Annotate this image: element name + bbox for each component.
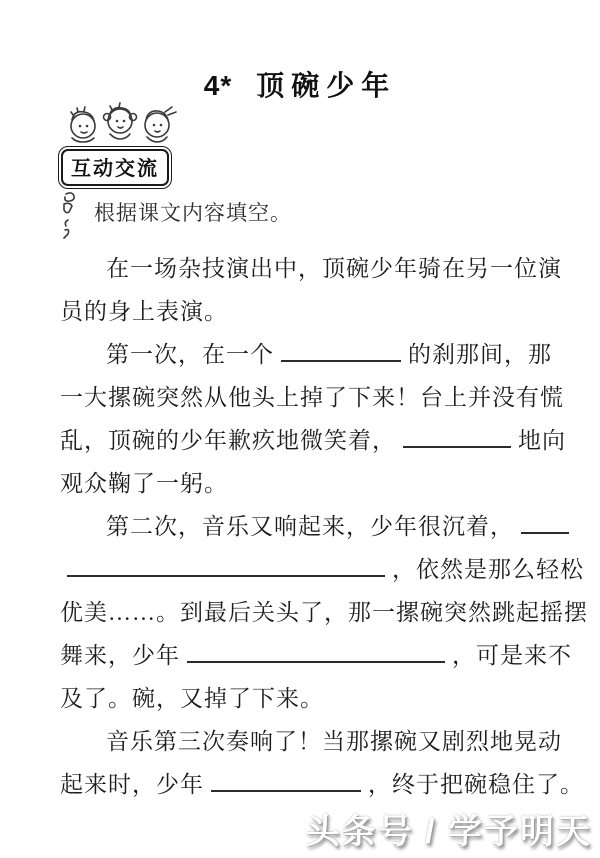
fill-blank bbox=[281, 341, 401, 362]
text-line bbox=[60, 376, 576, 419]
line-text: 地向 bbox=[518, 428, 566, 453]
text-line bbox=[60, 505, 576, 548]
line-text: 观众鞠了一躬。 bbox=[60, 471, 228, 496]
text-line bbox=[60, 462, 576, 505]
section-badge-label: 互动交流 bbox=[61, 149, 169, 186]
lesson-title-text: 顶碗少年 bbox=[256, 70, 397, 101]
children-illustration-icon bbox=[62, 102, 180, 150]
text-line bbox=[60, 247, 576, 290]
pencil-doodle-icon bbox=[56, 190, 82, 242]
watermark: 头条号 / 学予明天 bbox=[305, 813, 592, 851]
line-text: 的刹那间，那 bbox=[408, 342, 552, 367]
text-line bbox=[60, 634, 576, 677]
line-text: 第二次，音乐又响起来，少年很沉着， bbox=[106, 514, 514, 539]
passage bbox=[60, 247, 588, 806]
line-text: 音乐第三次奏响了！当那摞碗又剧烈地晃动 bbox=[106, 729, 562, 754]
text-line bbox=[60, 763, 584, 806]
fill-blank bbox=[187, 642, 445, 663]
text-line bbox=[60, 591, 588, 634]
section-header bbox=[58, 102, 188, 189]
text-line bbox=[60, 333, 576, 376]
exercise-prompt: 根据课文内容填空。 bbox=[94, 202, 292, 225]
text-line bbox=[60, 720, 576, 763]
line-text: ，可是来不 bbox=[452, 643, 572, 668]
line-text: ，依然是那么轻松 bbox=[392, 557, 584, 582]
section-badge bbox=[58, 146, 172, 189]
line-text: 优美……。到最后关头了，那一摞碗突然跳起摇摆 bbox=[60, 600, 588, 625]
line-text: 舞来，少年 bbox=[60, 643, 180, 668]
line-text: 一大摞碗突然从他头上掉了下来！台上并没有慌 bbox=[60, 385, 564, 410]
text-line bbox=[60, 548, 584, 591]
line-text: 及了。碗，又掉了下来。 bbox=[60, 686, 324, 711]
exercise-prompt-row bbox=[56, 188, 292, 242]
fill-blank bbox=[67, 556, 385, 577]
line-text: 乱，顶碗的少年歉疚地微笑着， bbox=[60, 428, 396, 453]
text-line bbox=[60, 290, 576, 333]
line-text: 第一次，在一个 bbox=[106, 342, 274, 367]
line-text: ，终于把碗稳住了。 bbox=[368, 772, 584, 797]
line-text: 员的身上表演。 bbox=[60, 299, 228, 324]
line-text: 起来时，少年 bbox=[60, 772, 204, 797]
line-text: 在一场杂技演出中，顶碗少年骑在另一位演 bbox=[106, 256, 562, 281]
lesson-title bbox=[0, 64, 600, 104]
fill-blank bbox=[403, 427, 511, 448]
text-line bbox=[60, 677, 576, 720]
text-line bbox=[60, 419, 576, 462]
lesson-number: 4* bbox=[203, 70, 233, 101]
fill-blank bbox=[211, 771, 361, 792]
fill-blank bbox=[521, 513, 569, 534]
